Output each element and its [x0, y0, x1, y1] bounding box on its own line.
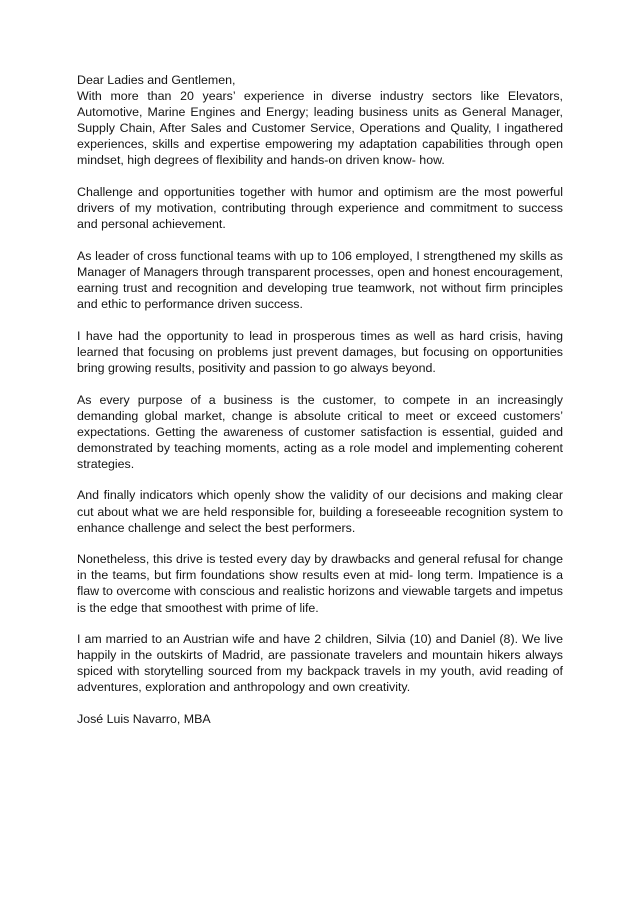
- letter-paragraph-personal: I am married to an Austrian wife and have 2 children, Silvia (10) and Daniel (8). We live happily in the outskirts of Madrid, are passionate travelers and mountain hikers always spiced with storytelling sourced from my backpack travels in my youth, avid reading of adventures, exploration and anthropology and own creativity.: [77, 632, 563, 695]
- letter-paragraph-leadership: As leader of cross functional teams with up to 106 employed, I strengthened my skills as Manager of Managers through transparent processes, open and honest encouragement, earning trust and recognition and developing true teamwork, not without firm principles and ethic to performance driven success.: [77, 248, 563, 312]
- letter-paragraph-crisis: I have had the opportunity to lead in prosperous times as well as hard crisis, having learned that focusing on problems just prevent damages, but focusing on opportunities bring growing results, positivity and passion to go always beyond.: [77, 328, 563, 375]
- letter-salutation: Dear Ladies and Gentlemen,: [77, 73, 236, 87]
- letter-paragraph-experience: With more than 20 years’ experience in diverse industry sectors like Elevators, Automotive, Marine Engines and Energy; leading business units as General Manager, Supply Chain, After Sales and Customer Service, Operations and Quality, I ingathered experiences, skills and expertise empowering my adaptation capabilities through open mindset, high degrees of flexibility and hands-on driven know- how.: [77, 89, 563, 168]
- letter-paragraph-motivation: Challenge and opportunities together with humor and optimism are the most powerful drivers of my motivation, contributing through experience and commitment to success and personal achievement.: [77, 185, 563, 232]
- letter-paragraph-indicators: And finally indicators which openly show the validity of our decisions and making clear cut about what we are held responsible for, building a foreseeable recognition system to enhance challenge and select the best performers.: [77, 488, 563, 535]
- letter-paragraph-customer: As every purpose of a business is the customer, to compete in an increasingly demanding global market, change is absolute critical to meet or exceed customers’ expectations. Getting the awareness of customer satisfaction is essential, guided and demonstrated by teaching moments, acting as a role model and implementing coherent strategies.: [77, 392, 563, 471]
- cover-letter: [77, 72, 563, 727]
- letter-signature: José Luis Navarro, MBA: [77, 712, 211, 726]
- letter-paragraph-drawbacks: Nonetheless, this drive is tested every day by drawbacks and general refusal for change in the teams, but firm foundations show results even at mid- long term. Impatience is a flaw to overcome with conscious and realistic horizons and viewable targets and impetus is the edge that smoothest with prime of life.: [77, 552, 563, 615]
